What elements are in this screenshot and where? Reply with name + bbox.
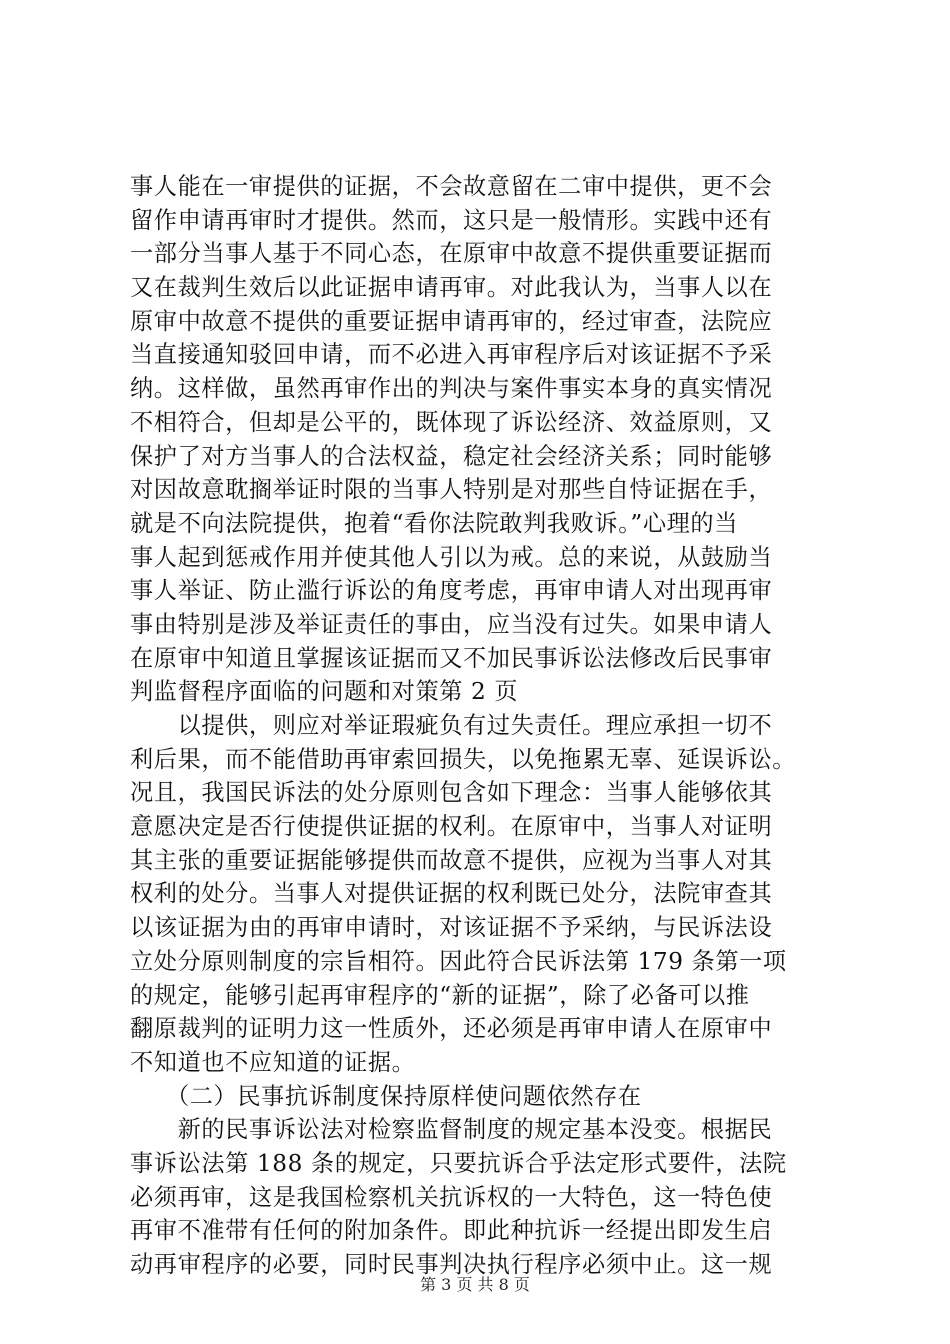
text-line: 再审不准带有任何的附加条件。即此种抗诉一经提出即发生启	[130, 1217, 773, 1245]
text-line: 意愿决定是否行使提供证据的权利。在原审中，当事人对证明	[130, 813, 773, 841]
text-line: 就是不向法院提供，抱着“看你法院敢判我败诉。”心理的当	[130, 509, 738, 537]
text-line: 对因故意耽搁举证时限的当事人特别是对那些自恃证据在手，	[130, 476, 773, 504]
text-line: 翻原裁判的证明力这一性质外，还必须是再审申请人在原审中	[130, 1015, 773, 1043]
text-line: 不知道也不应知道的证据。	[130, 1048, 416, 1076]
text-line: 保护了对方当事人的合法权益，稳定社会经济关系；同时能够	[130, 442, 773, 470]
text-line: 纳。这样做，虽然再审作出的判决与案件事实本身的真实情况	[130, 375, 773, 403]
text-line: 利后果，而不能借助再审索回损失，以免拖累无辜、延误诉讼。	[130, 745, 797, 773]
text-line: 判监督程序面临的问题和对策第 2 页	[130, 678, 519, 706]
text-line: 以该证据为由的再审申请时，对该证据不予采纳，与民诉法设	[130, 914, 773, 942]
text-line: 留作申请再审时才提供。然而，这只是一般情形。实践中还有	[130, 206, 773, 234]
text-line: 事诉讼法第 188 条的规定，只要抗诉合乎法定形式要件，法院	[130, 1149, 787, 1177]
body-text	[130, 170, 830, 1282]
text-line: 当直接通知驳回申请，而不必进入再审程序后对该证据不予采	[130, 341, 773, 369]
text-line: 的规定，能够引起再审程序的“新的证据”，除了必备可以推	[130, 981, 750, 1009]
text-line: 以提供，则应对举证瑕疵负有过失责任。理应承担一切不	[130, 712, 773, 739]
text-line: 况且，我国民诉法的处分原则包含如下理念：当事人能够依其	[130, 779, 773, 807]
text-line: 原审中故意不提供的重要证据申请再审的，经过审查，法院应	[130, 307, 773, 335]
text-line: 事人起到惩戒作用并使其他人引以为戒。总的来说，从鼓励当	[130, 543, 773, 571]
text-line: 动再审程序的必要，同时民事判决执行程序必须中止。这一规	[130, 1251, 773, 1278]
section-heading: （二）民事抗诉制度保持原样使问题依然存在	[130, 1082, 642, 1110]
text-line: 在原审中知道且掌握该证据而又不加民事诉讼法修改后民事审	[130, 644, 773, 672]
text-line: 新的民事诉讼法对检察监督制度的规定基本没变。根据民	[130, 1116, 773, 1144]
text-line: 权利的处分。当事人对提供证据的权利既已处分，法院审查其	[130, 880, 773, 908]
text-line: 一部分当事人基于不同心态，在原审中故意不提供重要证据而	[130, 240, 773, 268]
text-line: 必须再审，这是我国检察机关抗诉权的一大特色，这一特色使	[130, 1183, 773, 1211]
text-line: 事人举证、防止滥行诉讼的角度考虑，再审申请人对出现再审	[130, 577, 773, 605]
text-line: 又在裁判生效后以此证据申请再审。对此我认为，当事人以在	[130, 274, 773, 302]
text-line: 立处分原则制度的宗旨相符。因此符合民诉法第 179 条第一项	[130, 947, 787, 975]
page-number-label: 第 3 页 共 8 页	[420, 1275, 530, 1294]
text-line: 其主张的重要证据能够提供而故意不提供，应视为当事人对其	[130, 846, 773, 874]
text-line: 不相符合，但却是公平的，既体现了诉讼经济、效益原则，又	[130, 408, 773, 436]
text-line: 事由特别是涉及举证责任的事由，应当没有过失。如果申请人	[130, 610, 773, 638]
text-line: 事人能在一审提供的证据，不会故意留在二审中提供，更不会	[130, 173, 773, 200]
page-footer	[0, 1275, 950, 1295]
